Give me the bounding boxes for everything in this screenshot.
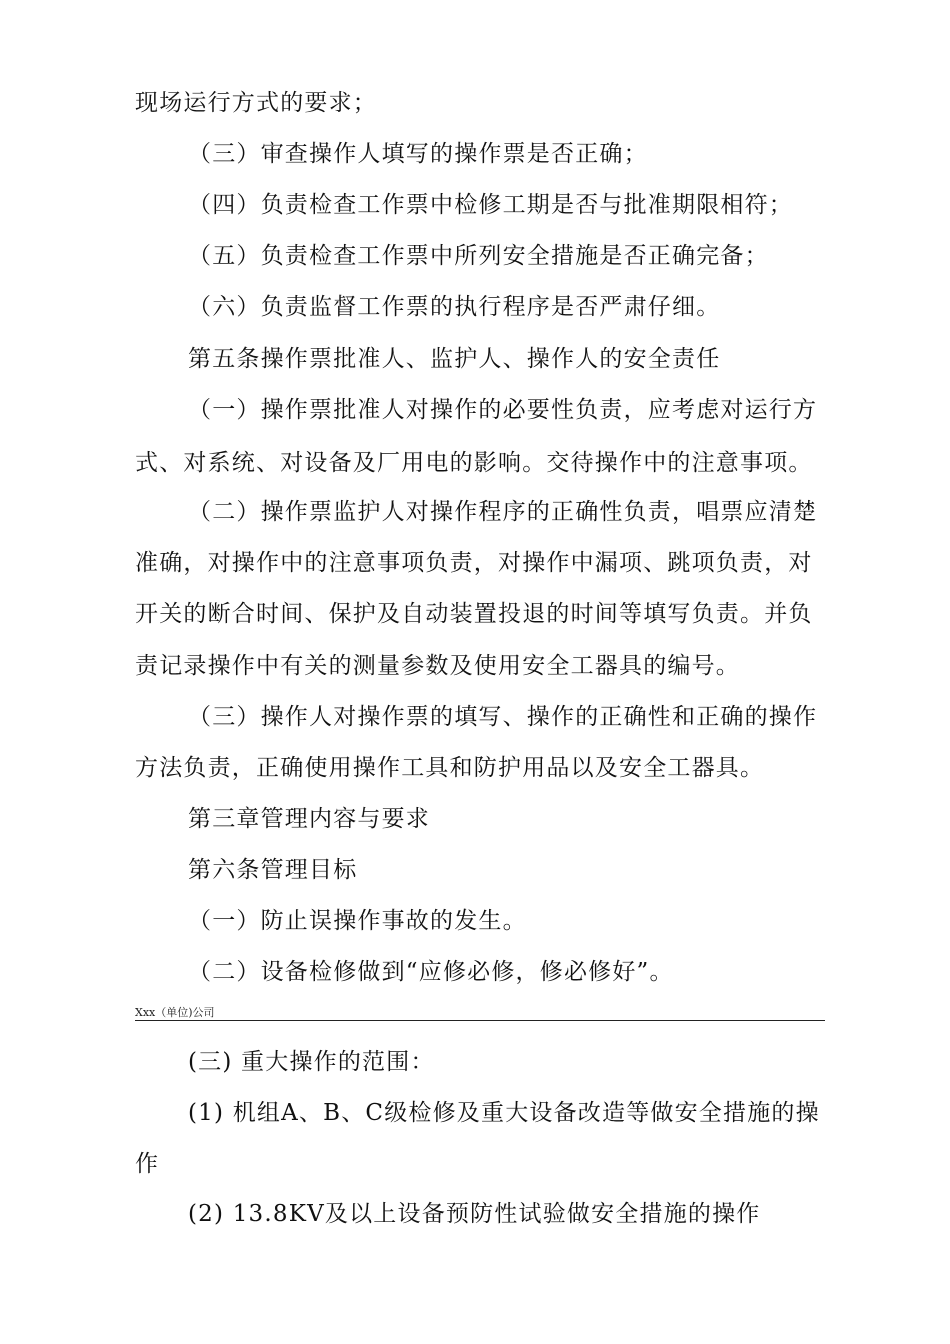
text-line: (1) 机组A、B、C级检修及重大设备改造等做安全措施的操 xyxy=(188,1100,820,1126)
text-line: （五）负责检查工作票中所列安全措施是否正确完备； xyxy=(188,243,769,269)
text-line: （四）负责检查工作票中检修工期是否与批准期限相符； xyxy=(188,192,793,218)
text-line: (2) 13.8KV及以上设备预防性试验做安全措施的操作 xyxy=(188,1201,761,1227)
text-line: （三）审查操作人填写的操作票是否正确； xyxy=(188,141,648,167)
footer-company: Xxx（单位)公司 xyxy=(135,1006,215,1019)
text-line: 开关的断合时间、保护及自动装置投退的时间等填写负责。并负 xyxy=(135,601,813,627)
text-line: 现场运行方式的要求； xyxy=(135,90,377,116)
footer-divider xyxy=(135,1020,825,1021)
text-line: （二）设备检修做到“应修必修，修必修好”。 xyxy=(188,959,674,985)
text-line: （一）操作票批准人对操作的必要性负责，应考虑对运行方 xyxy=(188,397,818,423)
text-line: （六）负责监督工作票的执行程序是否严肃仔细。 xyxy=(188,294,721,320)
text-line: （二）操作票监护人对操作程序的正确性负责，唱票应清楚 xyxy=(188,499,818,525)
section-heading: 第五条操作票批准人、监护人、操作人的安全责任 xyxy=(188,346,721,372)
text-line: （一）防止误操作事故的发生。 xyxy=(188,908,527,934)
text-line: (三) 重大操作的范围： xyxy=(188,1049,435,1075)
section-heading: 第六条管理目标 xyxy=(188,857,358,883)
text-line: 式、对系统、对设备及厂用电的影响。交待操作中的注意事项。 xyxy=(135,450,813,476)
text-line: 准确，对操作中的注意事项负责，对操作中漏项、跳项负责，对 xyxy=(135,550,813,576)
chapter-heading: 第三章管理内容与要求 xyxy=(188,806,430,832)
text-line: 方法负责，正确使用操作工具和防护用品以及安全工器具。 xyxy=(135,755,765,781)
text-line: 责记录操作中有关的测量参数及使用安全工器具的编号。 xyxy=(135,653,740,679)
text-line: （三）操作人对操作票的填写、操作的正确性和正确的操作 xyxy=(188,704,818,730)
text-line: 作 xyxy=(135,1151,160,1177)
